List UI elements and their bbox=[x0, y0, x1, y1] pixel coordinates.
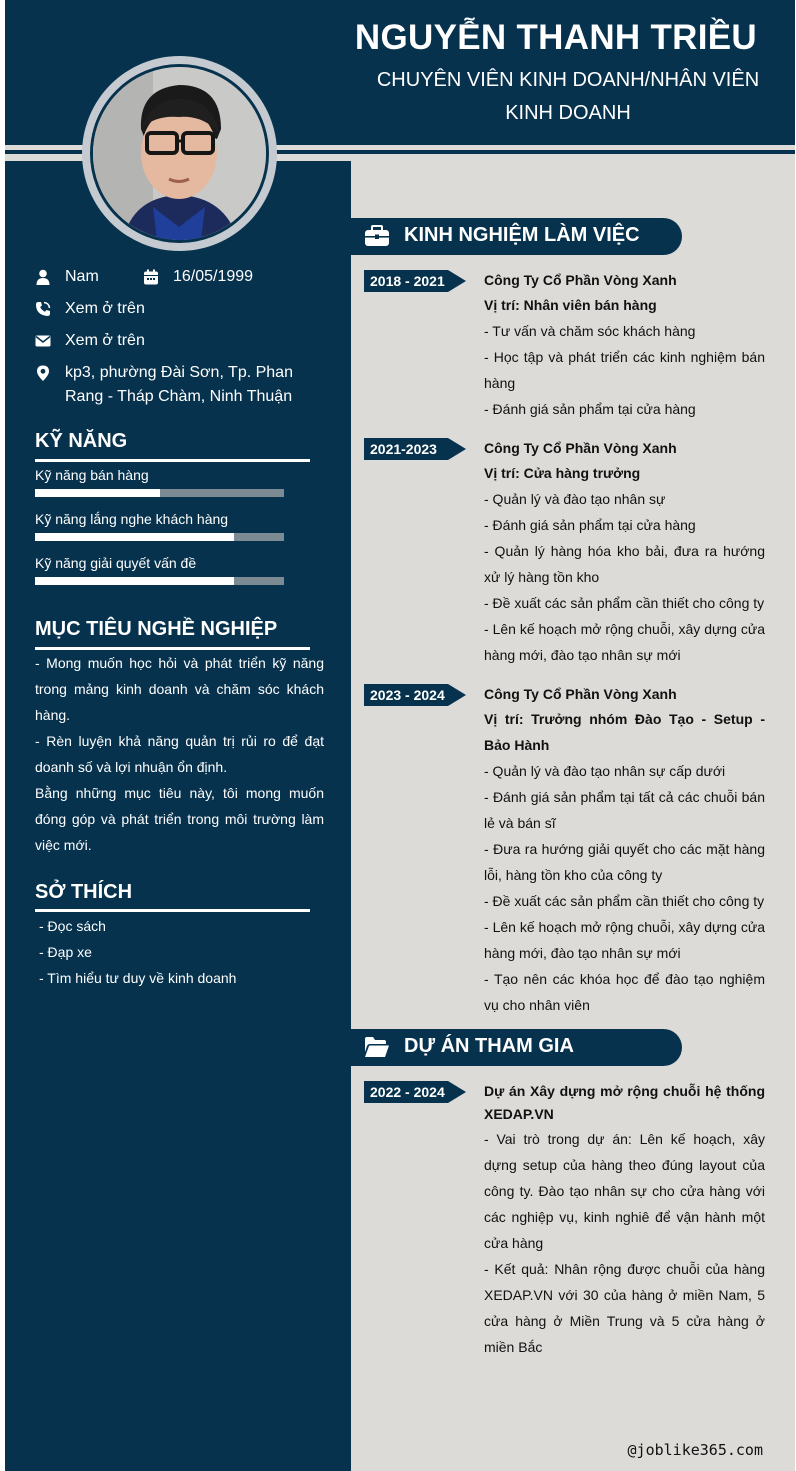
skill-bar-fill bbox=[35, 533, 234, 541]
period-label: 2022 - 2024 bbox=[370, 1084, 445, 1100]
skill-bar bbox=[35, 533, 284, 541]
candidate-name: NGUYỄN THANH TRIỀU bbox=[354, 18, 757, 57]
phone-value: Xem ở trên bbox=[65, 300, 145, 317]
duty-line: - Quản lý hàng hóa kho bải, đưa ra hướng xử lý hàng tồn kho bbox=[484, 543, 765, 585]
hobby-item: - Tìm hiểu tư duy về kinh doanh bbox=[39, 970, 237, 986]
duty-line: - Quản lý và đào tạo nhân sự bbox=[484, 491, 666, 507]
watermark: @joblike365.com bbox=[627, 1441, 763, 1459]
address-row bbox=[35, 361, 335, 409]
gender-value: Nam bbox=[65, 268, 99, 285]
birthdate-row bbox=[143, 265, 303, 289]
hobbies-rule bbox=[35, 909, 310, 912]
project-line: - Kết quả: Nhân rộng được chuỗi của hàng XEDAP.VN với 30 của hàng ở miền Nam, 5 cửa hàng ở Miền Trung và 5 cửa hàng ở miền Bắc bbox=[484, 1261, 765, 1355]
briefcase-icon bbox=[364, 225, 390, 247]
period-tag bbox=[364, 1081, 466, 1103]
duty-line: - Học tập và phát triển các kinh nghiệm bán hàng bbox=[484, 349, 765, 391]
duty-line: - Đề xuất các sản phẩm cần thiết cho công ty bbox=[484, 893, 765, 909]
position-title: Vị trí: Cửa hàng trưởng bbox=[484, 465, 641, 481]
skill-label: Kỹ năng bán hàng bbox=[35, 467, 149, 483]
company-name: Công Ty Cổ Phần Vòng Xanh bbox=[484, 272, 677, 288]
gender-row bbox=[35, 265, 145, 289]
skill-bar-fill bbox=[35, 577, 234, 585]
experience-heading-bar bbox=[351, 218, 682, 255]
objective-heading: MỤC TIÊU NGHỀ NGHIỆP bbox=[35, 618, 278, 640]
experience-entry bbox=[484, 268, 765, 422]
project-entry bbox=[484, 1080, 765, 1360]
duty-line: - Tư vấn và chăm sóc khách hàng bbox=[484, 323, 696, 339]
period-label: 2021-2023 bbox=[370, 441, 437, 457]
skill-label: Kỹ năng giải quyết vấn đề bbox=[35, 555, 197, 571]
calendar-icon bbox=[143, 269, 159, 285]
company-name: Công Ty Cổ Phần Vòng Xanh bbox=[484, 686, 677, 702]
experience-entry bbox=[484, 682, 765, 1018]
duty-line: - Đánh giá sản phẩm tại cửa hàng bbox=[484, 517, 696, 533]
objective-paragraph: - Rèn luyện khả năng quản trị rủi ro để đạt doanh số và lợi nhuận ổn định. bbox=[35, 733, 324, 775]
duty-line: - Tạo nên các khóa học để đào tạo nghiệm vụ cho nhân viên bbox=[484, 971, 765, 1013]
phone-icon bbox=[35, 301, 51, 317]
phone-row bbox=[35, 297, 335, 321]
duty-line: - Lên kế hoạch mở rộng chuỗi, xây dựng cửa hàng mới, đào tạo nhân sự mới bbox=[484, 621, 765, 663]
skill-bar bbox=[35, 489, 284, 497]
skill-bar-fill bbox=[35, 489, 160, 497]
duty-line: - Đề xuất các sản phẩm cần thiết cho công ty bbox=[484, 595, 765, 611]
experience-heading: KINH NGHIỆM LÀM VIỆC bbox=[404, 224, 640, 246]
objective-text bbox=[35, 650, 324, 858]
hobby-item: - Đọc sách bbox=[39, 918, 106, 934]
person-icon bbox=[35, 269, 51, 285]
folder-open-icon bbox=[364, 1036, 390, 1058]
duty-line: - Quản lý và đào tạo nhân sự cấp dưới bbox=[484, 763, 726, 779]
email-row bbox=[35, 329, 335, 353]
period-label: 2023 - 2024 bbox=[370, 687, 445, 703]
skill-label: Kỹ năng lắng nghe khách hàng bbox=[35, 511, 229, 527]
position-title: Vị trí: Trưởng nhóm Đào Tạo - Setup - Bảo Hành bbox=[484, 711, 765, 753]
objective-paragraph: Bằng những mục tiêu này, tôi mong muốn đóng góp và phát triển trong môi trường làm việc mới. bbox=[35, 785, 324, 853]
address-value: kp3, phường Đài Sơn, Tp. Phan Rang - Tháp Chàm, Ninh Thuận bbox=[65, 364, 293, 405]
position-title: Vị trí: Nhân viên bán hàng bbox=[484, 297, 657, 313]
period-tag bbox=[364, 438, 466, 460]
project-line: - Vai trò trong dự án: Lên kế hoạch, xây dựng setup của hàng theo đúng layout của công ty. Đào tạo nhân sự cho cửa hàng với các nghiệp vụ, kinh nghiê để vận hành một cửa hàng bbox=[484, 1131, 765, 1251]
experience-entry bbox=[484, 436, 765, 668]
hobbies-heading: SỞ THÍCH bbox=[35, 881, 133, 903]
resume-page bbox=[5, 0, 795, 1471]
period-label: 2018 - 2021 bbox=[370, 273, 445, 289]
email-value: Xem ở trên bbox=[65, 332, 145, 349]
period-tag bbox=[364, 270, 466, 292]
skills-rule bbox=[35, 459, 310, 462]
skills-heading: KỸ NĂNG bbox=[35, 430, 128, 452]
job-title: CHUYÊN VIÊN KINH DOANH/NHÂN VIÊN KINH DOANH bbox=[376, 69, 760, 124]
duty-line: - Đánh giá sản phẩm tại cửa hàng bbox=[484, 401, 696, 417]
map-pin-icon bbox=[35, 365, 51, 381]
projects-heading: DỰ ÁN THAM GIA bbox=[404, 1035, 574, 1057]
projects-heading-bar bbox=[351, 1029, 682, 1066]
company-name: Công Ty Cổ Phần Vòng Xanh bbox=[484, 440, 677, 456]
envelope-icon bbox=[35, 333, 51, 349]
project-name: Dự án Xây dựng mở rộng chuỗi hệ thống XEDAP.VN bbox=[484, 1083, 765, 1122]
duty-line: - Lên kế hoạch mở rộng chuỗi, xây dựng cửa hàng mới, đào tạo nhân sự mới bbox=[484, 919, 765, 961]
duty-line: - Đưa ra hướng giải quyết cho các mặt hàng lỗi, hàng tồn kho của công ty bbox=[484, 841, 765, 883]
avatar bbox=[90, 64, 269, 243]
birthdate-value: 16/05/1999 bbox=[173, 268, 254, 285]
skill-bar bbox=[35, 577, 284, 585]
hobby-item: - Đạp xe bbox=[39, 944, 92, 960]
period-tag bbox=[364, 684, 466, 706]
objective-paragraph: - Mong muốn học hỏi và phát triển kỹ năng trong mảng kinh doanh và chăm sóc khách hàng. bbox=[35, 655, 324, 723]
duty-line: - Đánh giá sản phẩm tại tất cả các chuỗi bán lẻ và bán sĩ bbox=[484, 789, 765, 831]
